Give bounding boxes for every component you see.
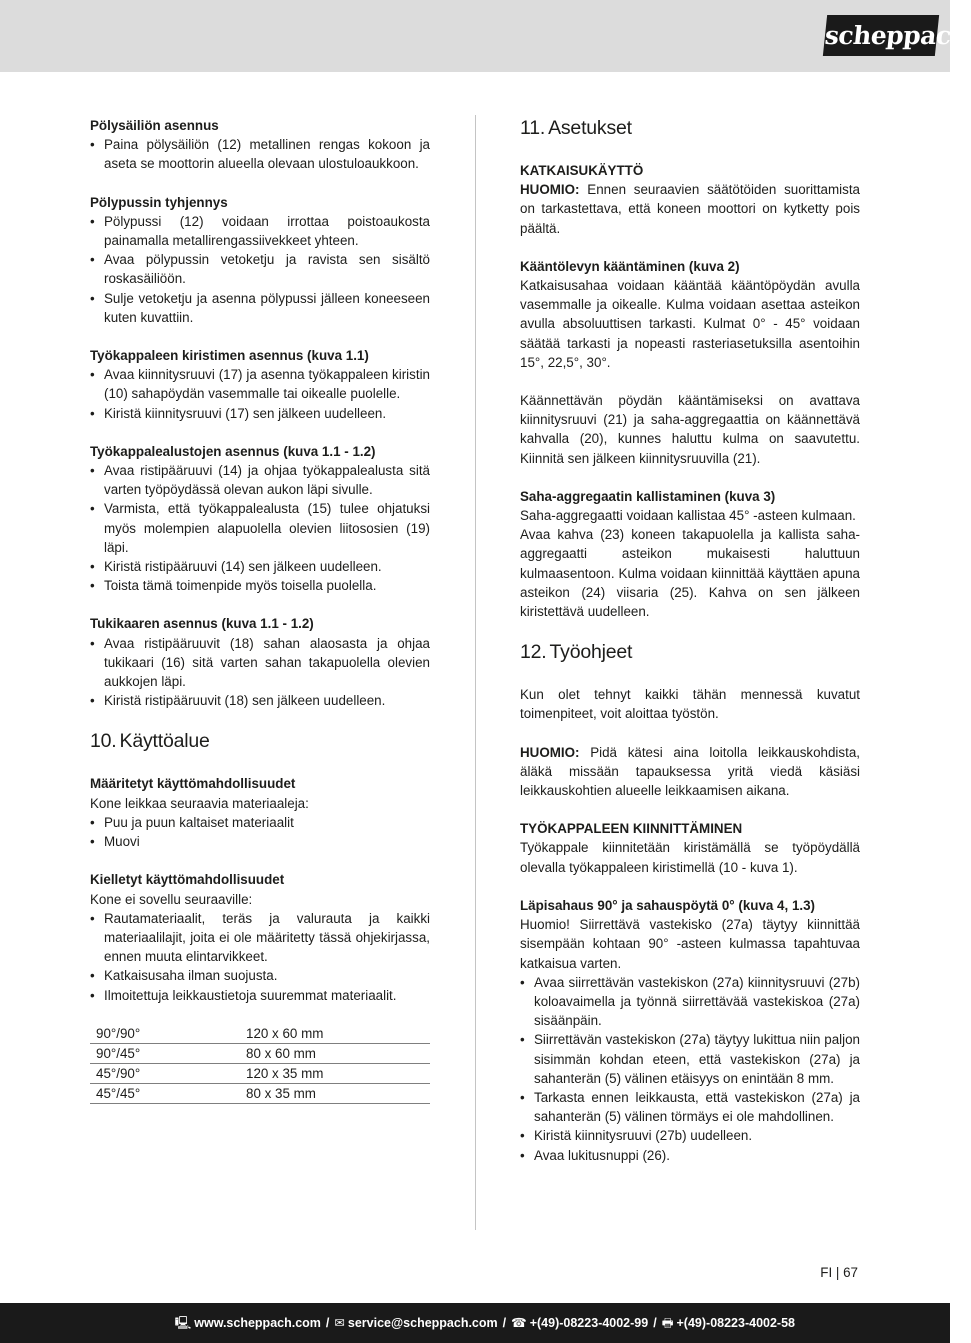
table-cell-size: 80 x 35 mm [240,1083,430,1103]
section-clamping [520,819,860,877]
list-item: • Pölypussi (12) voidaan irrottaa poistoaukosta painamalla metallirengassiivekkeet yhteen. [90,212,430,250]
table-cell-angle: 45°/45° [90,1083,240,1103]
fax-icon: 🖶 [661,1316,674,1330]
section-intro: Kone leikkaa seuraavia materiaaleja: [90,795,309,811]
section-heading: Pölysäiliön asennus [90,118,219,133]
footer-website[interactable]: www.scheppach.com [194,1316,321,1330]
section-heading: Määritetyt käyttömahdollisuudet [90,776,296,792]
list-item: • Avaa siirrettävän vastekiskon (27a) kiinnitysruuvi (27b) koloavaimella ja työnnä siirrettävää vastekiskoa (27a) sisäänpäin. [520,973,860,1031]
section-heading: TYÖKAPPALEEN KIINNITTÄMINEN [520,821,743,837]
note-label: HUOMIO: [520,182,580,198]
list-item: • Avaa lukitusnuppi (26). [520,1146,860,1165]
section-heading: Pölypussin tyhjennys [90,194,228,210]
paragraph: Työkappale kiinnitetään kiristämällä se työpöydällä olevalla työkappaleen kiristimellä (10 - kuva 1). [520,840,860,875]
section-heading: Läpisahaus 90° ja sahauspöytä 0° (kuva 4, 1.3) [520,897,816,913]
computer-icon: 🖳 [174,1316,192,1330]
table-row [90,1083,430,1103]
list-item: • Kiristä ristipääruuvi (14) sen jälkeen uudelleen. [90,557,430,576]
page-number: FI | 67 [820,1265,858,1280]
section-dust-container [90,116,430,174]
chapter-heading-11 [520,116,860,140]
scheppach-logo: scheppach [823,15,939,56]
list-item: • Kiristä ristipääruuvit (18) sen jälkeen uudelleen. [90,691,430,710]
list-item: • Siirrettävän vastekiskon (27a) täytyy lukittua niin paljon sisimmän kohdan eteen, että vastekiskon (27a) ja sahanterän (5) välinen etäisyys on enintään 8 mm. [520,1030,860,1088]
table-row [90,1024,430,1044]
section-intended-use [90,774,430,851]
footer-separator: / [653,1316,657,1330]
list-item: • Sulje vetoketju ja asenna pölypussi jälleen koneeseen kuten kuvattiin. [90,289,430,327]
section-heading: Tukikaaren asennus (kuva 1.1 - 1.2) [90,616,314,632]
column-divider [475,115,476,1230]
footer-email[interactable]: service@scheppach.com [347,1316,498,1330]
section-dust-bag [90,193,430,327]
table-row [90,1043,430,1063]
chapter-number: 12. [520,641,547,664]
warning-note [520,180,860,238]
mail-icon: ✉ [334,1316,345,1330]
section-prohibited-use [90,870,430,1004]
list-item: • Avaa ristipääruuvi (14) ja ohjaa työkappalealusta sitä varten työpöydässä olevan aukon läpi sivulle. [90,461,430,499]
note-text: Pidä kätesi aina loitolla leikkauskohdista, äläkä missään tapauksessa yritä viedä käsiäsi leikkauskohtien alueelle leikkaamisen aikana. [520,744,860,799]
chapter-number: 11. [520,117,546,139]
list-item: • Avaa ristipääruuvit (18) sahan alaosasta ja ohjaa tukikaari (16) sitä varten sahan takapuolella olevien aukkojen läpi. [90,634,430,692]
section-workpiece-supports [90,442,430,596]
table-cell-angle: 90°/90° [90,1024,240,1044]
chapter-number: 10. [90,730,117,753]
footer-separator: / [325,1316,330,1330]
section-work-intro [520,685,860,723]
list-item: • Avaa kiinnitysruuvi (17) ja asenna työkappaleen kiristin (10) sahapöydän vasemmalle tai oikealle puolelle. [90,365,430,403]
chapter-title: Asetukset [548,117,632,139]
list-item: • Varmista, että työkappalealusta (15) tulee ohjatuksi myös molempien alapuolella olevien liitososien (19) läpi. [90,499,430,557]
section-heading: KATKAISUKÄYTTÖ [520,163,644,178]
paragraph: Kun olet tehnyt kaikki tähän mennessä kuvatut toimenpiteet, voit aloittaa työstön. [520,687,860,722]
right-column [520,116,860,1184]
table-row [90,1063,430,1083]
list-item: • Puu ja puun kaltaiset materiaalit [90,813,430,832]
list-item: • Rautamateriaalit, teräs ja valurauta ja kaikki materiaalilajit, joita ei ole määritetty tässä ohjekirjassa, ennen muuta elintarvikkeet. [90,909,430,967]
table-cell-size: 120 x 60 mm [240,1024,430,1044]
section-heading: Työkappalealustojen asennus (kuva 1.1 - 1.2) [90,443,376,459]
paragraph: Huomio! Siirrettävä vastekisko (27a) täytyy kiinnittää sisempään kohtaan 90° -asteen kulmassa tapahtuvaa katkaisua varten. [520,917,860,971]
left-column [90,116,430,1104]
list-item: • Avaa pölypussin vetoketju ja ravista sen sisältö roskasäiliöön. [90,250,430,288]
table-cell-size: 80 x 60 mm [240,1043,430,1063]
list-item: • Paina pölysäiliön (12) metallinen rengas kokoon ja aseta se moottorin alueella olevaan ulostuloaukkoon. [90,135,430,173]
section-workpiece-clamp [90,346,430,423]
list-item: • Kiristä kiinnitysruuvi (17) sen jälkeen uudelleen. [90,404,430,423]
list-item: • Tarkasta ennen leikkausta, että vastekiskon (27a) ja sahanterän (5) välinen törmäys ei ole mahdollinen. [520,1088,860,1126]
paragraph: Käännettävän pöydän kääntämiseksi on avattava kiinnitysruuvi (21) ja saha-aggregaattia on käännettävä kahvalla (20), kunnes haluttu kulma on saavutettu. Kiinnitä sen jälkeen kiinnitysruuvilla (21). [520,393,860,466]
chapter-title: Työohjeet [549,641,633,664]
chapter-heading-10 [90,729,430,753]
section-intro: Kone ei sovellu seuraaville: [90,891,253,907]
paragraph: Katkaisusahaa voidaan kääntää kääntöpöydän avulla vasemmalle ja oikealle. Kulma voidaan asettaa asteikon avulla absoluuttisen tarkasti. Kulmat 0° - 45° voidaan säätää tarkasti ja nopeasti rasteriasetuksilla asentoihin 15°, 22,5°, 30°. [520,278,860,370]
paragraph: Saha-aggregaatti voidaan kallistaa 45° -asteen kulmaan. [520,508,856,524]
section-tilting [520,487,860,621]
warning-note [520,743,860,801]
list-item: • Toista tämä toimenpide myös toisella puolella. [90,576,430,595]
chapter-heading-12 [520,640,860,664]
phone-icon: ☎ [511,1316,527,1330]
footer-phone: +(49)-08223-4002-99 [529,1316,649,1330]
chapter-title: Käyttöalue [119,730,210,753]
table-cell-angle: 45°/90° [90,1063,240,1083]
list-item: • Katkaisusaha ilman suojusta. [90,966,430,985]
section-turntable [520,257,860,468]
footer-bar [0,1303,950,1343]
footer-fax: +(49)-08223-4002-58 [676,1316,795,1330]
section-heading: Saha-aggregaatin kallistaminen (kuva 3) [520,488,776,504]
footer-separator: / [502,1316,507,1330]
section-heading: Kääntölevyn kääntäminen (kuva 2) [520,258,740,274]
cutting-dimensions-table [90,1024,430,1104]
section-heading: Kielletyt käyttömahdollisuudet [90,872,285,888]
table-cell-size: 120 x 35 mm [240,1063,430,1083]
paragraph: Avaa kahva (23) koneen takapuolella ja kallista saha-aggregaatti asteikon mukaisesti haluttuun kulmaasentoon. Kulma voidaan kiinnittää käyttäen apuna asteikon (24) viisaria (25). Kahva on sen jälkeen kiristettävä uudelleen. [520,527,860,620]
section-heading: Työkappaleen kiristimen asennus (kuva 1.1) [90,348,369,364]
list-item: • Ilmoitettuja leikkaustietoja suuremmat materiaalit. [90,986,430,1005]
note-label: HUOMIO: [520,744,580,760]
note-text: Ennen seuraavien säätötöiden suorittamista on tarkastettava, että koneen moottori on kytketty pois päältä. [520,182,860,236]
section-straight-cut [520,896,860,1165]
section-safety-note [520,743,860,801]
table-cell-angle: 90°/45° [90,1043,240,1063]
section-crosscut-mode [520,161,860,238]
list-item: • Muovi [90,832,430,851]
list-item: • Kiristä kiinnitysruuvi (27b) uudelleen. [520,1126,860,1145]
section-support-bracket [90,614,430,710]
header-band [0,0,950,72]
